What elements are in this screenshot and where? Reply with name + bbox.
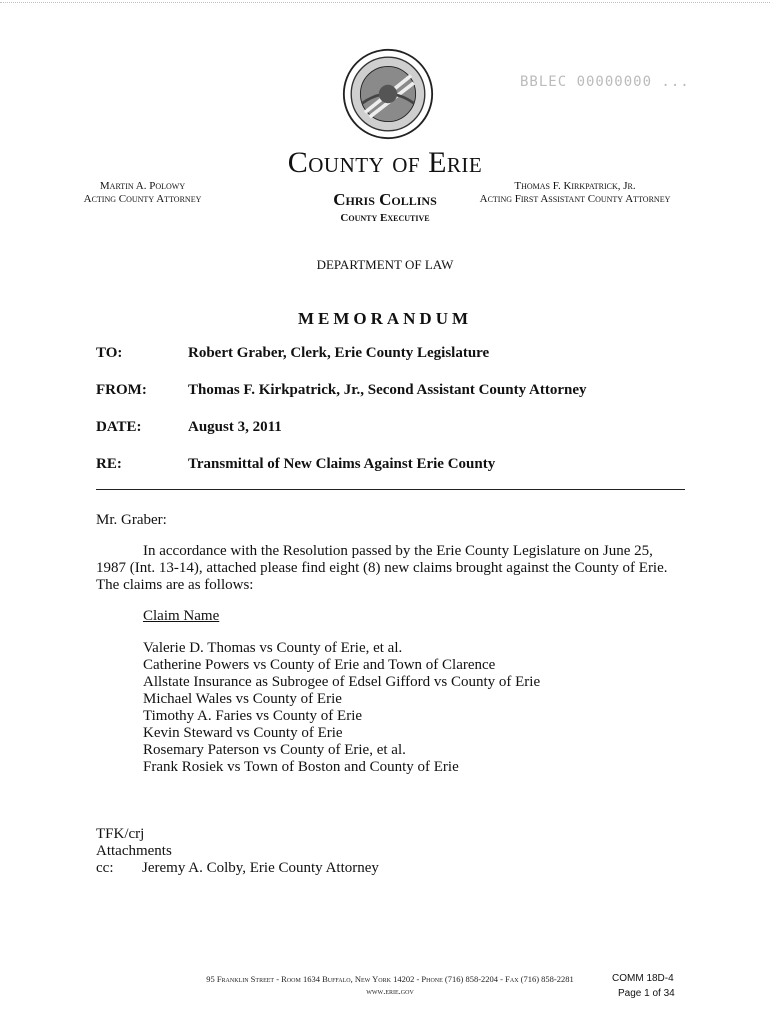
list-item: Frank Rosiek vs Town of Boston and County of Erie — [143, 759, 459, 775]
county-name — [0, 146, 770, 180]
executive-name: Chris Collins — [333, 190, 437, 209]
attachments-note: Attachments — [96, 843, 172, 859]
cc-label: cc: — [96, 860, 114, 876]
department-title: DEPARTMENT OF LAW — [316, 257, 454, 272]
salutation: Mr. Graber: — [96, 512, 167, 528]
left-official-title: Acting County Attorney — [83, 193, 202, 205]
list-item: Valerie D. Thomas vs County of Erie, et al. — [143, 640, 403, 656]
county-seal-icon — [342, 48, 434, 140]
scan-artifact-line — [0, 2, 770, 11]
list-item: Rosemary Paterson vs County of Erie, et al. — [143, 742, 406, 758]
county-name-part1: County of — [287, 146, 421, 179]
body-paragraph-text: In accordance with the Resolution passed by the Erie County Legislature on June 25, 1987 (Int. 13-14), attached please find eight (8) new claims brought against the County of Erie. The claims are as follows: — [96, 543, 668, 593]
list-item: Allstate Insurance as Subrogee of Edsel Gifford vs County of Erie — [143, 674, 541, 690]
list-item: Kevin Steward vs County of Erie — [143, 725, 343, 741]
memo-title: MEMORANDUM — [297, 309, 473, 328]
body-paragraph — [96, 543, 686, 594]
footer-website: www.erie.gov — [366, 986, 414, 996]
county-name-part2: Erie — [428, 146, 483, 179]
author-initials: TFK/crj — [96, 826, 145, 842]
left-official-name: Martin A. Polowy — [99, 180, 186, 192]
page-number: Page 1 of 34 — [618, 988, 675, 999]
list-item: Timothy A. Faries vs County of Erie — [143, 708, 363, 724]
from-value: Thomas F. Kirkpatrick, Jr., Second Assistant County Attorney — [188, 382, 587, 398]
header-divider — [96, 489, 685, 490]
filing-stamp: BBLEC 00000000 ... — [520, 74, 690, 90]
to-value: Robert Graber, Clerk, Erie County Legislature — [188, 345, 490, 361]
to-label: TO: — [96, 345, 123, 361]
re-label: RE: — [96, 456, 122, 472]
right-official — [465, 180, 685, 206]
footer-address-block — [110, 973, 670, 997]
re-value: Transmittal of New Claims Against Erie County — [188, 456, 496, 472]
document-id: COMM 18D-4 — [612, 973, 674, 984]
cc-line — [96, 860, 379, 877]
claims-list — [143, 640, 540, 776]
executive-title: County Executive — [340, 212, 430, 224]
signature-block — [96, 826, 379, 877]
claim-name-header: Claim Name — [143, 608, 220, 624]
right-official-name: Thomas F. Kirkpatrick, Jr. — [514, 180, 636, 192]
footer-address: 95 Franklin Street - Room 1634 Buffalo, New York 14202 - Phone (716) 858-2204 - Fax (716) 858-2281 — [206, 974, 574, 984]
right-official-title: Acting First Assistant County Attorney — [479, 193, 671, 205]
from-label: FROM: — [96, 382, 147, 398]
list-item: Catherine Powers vs County of Erie and Town of Clarence — [143, 657, 496, 673]
date-label: DATE: — [96, 419, 142, 435]
list-item: Michael Wales vs County of Erie — [143, 691, 342, 707]
date-value: August 3, 2011 — [188, 419, 282, 435]
cc-value: Jeremy A. Colby, Erie County Attorney — [142, 860, 379, 876]
